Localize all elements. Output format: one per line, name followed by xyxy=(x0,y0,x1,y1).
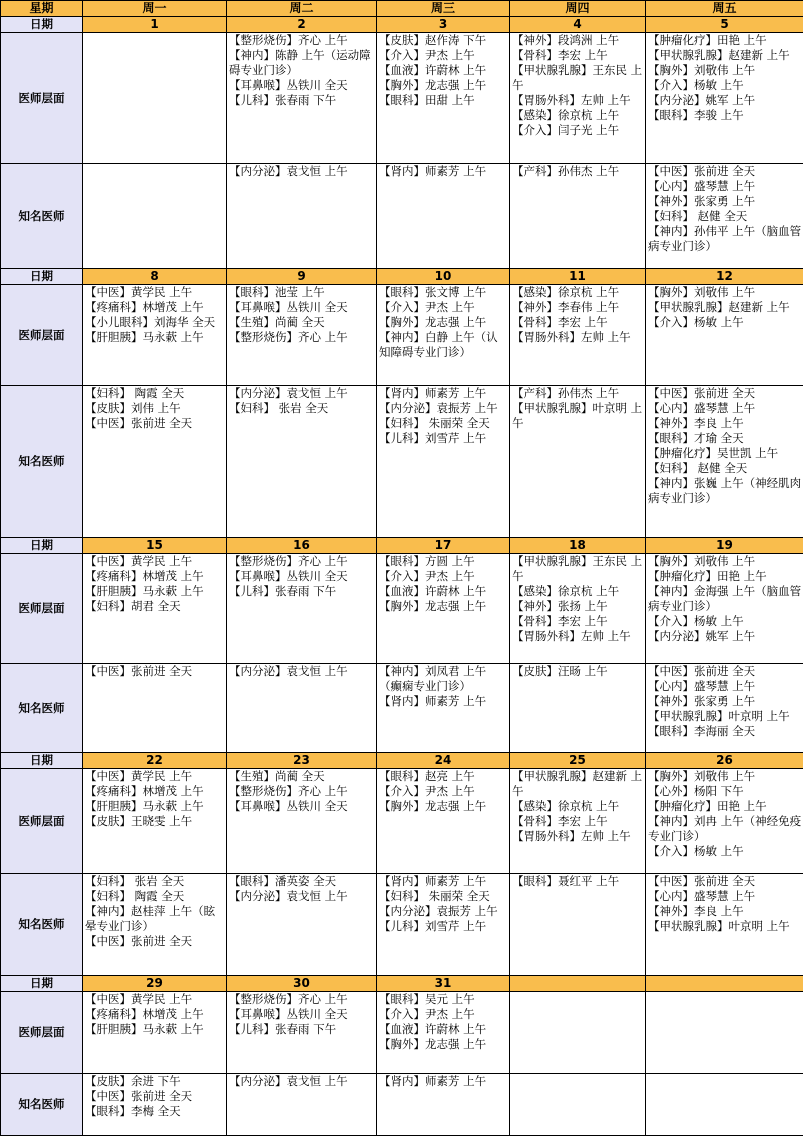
clinic-entry: 【眼科】赵亮 上午 xyxy=(379,769,475,783)
clinic-entry: 【妇科】 赵健 全天 xyxy=(648,461,748,475)
clinic-entry: 【疼痛科】林增茂 上午 xyxy=(85,569,204,583)
famous-physician-row xyxy=(1,386,803,538)
day-number: 18 xyxy=(510,538,646,554)
clinic-entry: 【儿科】刘雪芹 上午 xyxy=(379,919,487,933)
schedule-cell xyxy=(510,664,646,753)
schedule-cell xyxy=(510,33,646,164)
weekday-header: 周二 xyxy=(227,1,377,17)
clinic-entry: 【肝胆胰】马永蔌 上午 xyxy=(85,799,204,813)
schedule-cell xyxy=(227,285,377,386)
clinic-entry: 【胸外】刘敬伟 上午 xyxy=(648,285,756,299)
date-label: 日期 xyxy=(1,538,83,554)
physician-level-label: 医师层面 xyxy=(1,285,83,386)
schedule-cell xyxy=(510,285,646,386)
clinic-entry: 【内分泌】袁戈恒 上午 xyxy=(229,889,348,903)
day-number: 19 xyxy=(646,538,803,554)
date-label: 日期 xyxy=(1,753,83,769)
clinic-entry: 【神外】李春伟 上午 xyxy=(512,300,620,314)
schedule-cell xyxy=(510,386,646,538)
clinic-entry: 【中医】黄学民 上午 xyxy=(85,769,193,783)
clinic-entry: 【肝胆胰】马永蔌 上午 xyxy=(85,330,204,344)
clinic-entry: 【疼痛科】林增茂 上午 xyxy=(85,1007,204,1021)
famous-physician-row xyxy=(1,164,803,269)
clinic-entry: 【中医】张前进 全天 xyxy=(648,164,756,178)
clinic-entry: 【中医】张前进 全天 xyxy=(648,386,756,400)
schedule-cell xyxy=(227,164,377,269)
clinic-entry: 【胃肠外科】左帅 上午 xyxy=(512,330,631,344)
famous-physician-label: 知名医师 xyxy=(1,1074,83,1136)
day-number: 24 xyxy=(377,753,510,769)
schedule-cell xyxy=(646,33,803,164)
clinic-entry: 【甲状腺乳腺】王东民 上午 xyxy=(512,63,643,92)
schedule-cell xyxy=(646,992,803,1074)
clinic-entry: 【甲状腺乳腺】叶京明 上午 xyxy=(512,401,643,430)
clinic-entry: 【肾内】师素芳 上午 xyxy=(379,874,487,888)
date-row xyxy=(1,753,803,769)
day-number: 1 xyxy=(83,17,227,33)
schedule-cell xyxy=(510,769,646,874)
clinic-entry: 【中医】张前进 全天 xyxy=(85,1089,193,1103)
clinic-entry: 【神外】李良 上午 xyxy=(648,904,744,918)
clinic-entry: 【胸外】龙志强 上午 xyxy=(379,599,487,613)
day-number xyxy=(646,976,803,992)
day-number: 2 xyxy=(227,17,377,33)
clinic-entry: 【肿瘤化疗】田艳 上午 xyxy=(648,799,767,813)
clinic-entry: 【神外】张家勇 上午 xyxy=(648,694,756,708)
physician-level-row xyxy=(1,769,803,874)
clinic-entry: 【眼科】方圆 上午 xyxy=(379,554,475,568)
clinic-entry: 【疼痛科】林增茂 上午 xyxy=(85,300,204,314)
clinic-entry: 【肿瘤化疗】田艳 上午 xyxy=(648,33,767,47)
clinic-entry: 【胸外】刘敬伟 上午 xyxy=(648,63,756,77)
clinic-entry: 【内分泌】袁戈恒 上午 xyxy=(229,386,348,400)
clinic-entry: 【中医】黄学民 上午 xyxy=(85,992,193,1006)
schedule-cell xyxy=(646,554,803,664)
clinic-entry: 【眼科】潘英姿 全天 xyxy=(229,874,337,888)
clinic-entry: 【儿科】张春雨 下午 xyxy=(229,584,337,598)
clinic-entry: 【介入】尹杰 上午 xyxy=(379,1007,475,1021)
schedule-cell xyxy=(227,874,377,976)
schedule-cell xyxy=(377,554,510,664)
clinic-entry: 【眼科】才瑜 全天 xyxy=(648,431,744,445)
clinic-entry: 【介入】尹杰 上午 xyxy=(379,784,475,798)
clinic-entry: 【中医】张前进 全天 xyxy=(648,664,756,678)
clinic-entry: 【内分泌】姚军 上午 xyxy=(648,93,756,107)
day-number: 4 xyxy=(510,17,646,33)
schedule-cell xyxy=(377,285,510,386)
weekday-header: 周一 xyxy=(83,1,227,17)
schedule-cell xyxy=(646,1074,803,1136)
schedule-cell xyxy=(83,386,227,538)
famous-physician-row xyxy=(1,1074,803,1136)
clinic-entry: 【甲状腺乳腺】赵建新 上午 xyxy=(512,769,643,798)
clinic-entry: 【肝胆胰】马永蔌 上午 xyxy=(85,584,204,598)
clinic-entry: 【儿科】张春雨 下午 xyxy=(229,93,337,107)
schedule-cell xyxy=(227,386,377,538)
schedule-cell xyxy=(646,769,803,874)
clinic-entry: 【整形烧伤】齐心 上午 xyxy=(229,330,348,344)
schedule-cell xyxy=(510,164,646,269)
date-row xyxy=(1,976,803,992)
corner-label: 星期 xyxy=(1,1,83,17)
clinic-entry: 【神内】张巍 上午（神经肌肉病专业门诊） xyxy=(648,476,802,505)
clinic-entry: 【血液】许蔚林 上午 xyxy=(379,63,487,77)
clinic-entry: 【血液】许蔚林 上午 xyxy=(379,584,487,598)
physician-level-row xyxy=(1,992,803,1074)
schedule-cell xyxy=(646,664,803,753)
clinic-entry: 【肝胆胰】马永蔌 上午 xyxy=(85,1022,204,1036)
clinic-entry: 【介入】杨敏 上午 xyxy=(648,315,744,329)
clinic-entry: 【神内】金海强 上午（脑血管病专业门诊） xyxy=(648,584,802,613)
day-number: 15 xyxy=(83,538,227,554)
clinic-entry: 【耳鼻喉】丛铁川 全天 xyxy=(229,1007,348,1021)
clinic-entry: 【耳鼻喉】丛铁川 全天 xyxy=(229,300,348,314)
schedule-body xyxy=(1,1,803,1136)
clinic-entry: 【介入】杨敏 上午 xyxy=(648,78,744,92)
clinic-entry: 【心内】盛琴慧 上午 xyxy=(648,179,756,193)
clinic-entry: 【生殖】尚蔺 全天 xyxy=(229,315,325,329)
day-number: 12 xyxy=(646,269,803,285)
schedule-cell xyxy=(510,1074,646,1136)
clinic-entry: 【皮肤】刘伟 上午 xyxy=(85,401,181,415)
clinic-entry: 【妇科】胡君 全天 xyxy=(85,599,181,613)
physician-level-row xyxy=(1,554,803,664)
clinic-entry: 【中医】张前进 全天 xyxy=(85,664,193,678)
clinic-entry: 【眼科】田甜 上午 xyxy=(379,93,475,107)
day-number: 31 xyxy=(377,976,510,992)
schedule-cell xyxy=(83,769,227,874)
clinic-entry: 【妇科】 朱丽荣 全天 xyxy=(379,889,490,903)
clinic-entry: 【中医】黄学民 上午 xyxy=(85,554,193,568)
clinic-entry: 【血液】许蔚林 上午 xyxy=(379,1022,487,1036)
clinic-entry: 【儿科】张春雨 下午 xyxy=(229,1022,337,1036)
clinic-entry: 【整形烧伤】齐心 上午 xyxy=(229,784,348,798)
schedule-cell xyxy=(510,874,646,976)
clinic-entry: 【内分泌】袁振芳 上午 xyxy=(379,904,498,918)
clinic-entry: 【内分泌】袁戈恒 上午 xyxy=(229,164,348,178)
clinic-entry: 【中医】张前进 全天 xyxy=(85,934,193,948)
clinic-entry: 【内分泌】袁戈恒 上午 xyxy=(229,664,348,678)
day-number: 23 xyxy=(227,753,377,769)
clinic-entry: 【肾内】师素芳 上午 xyxy=(379,1074,487,1088)
clinic-entry: 【骨科】李宏 上午 xyxy=(512,614,608,628)
weekday-header: 周四 xyxy=(510,1,646,17)
physician-level-row xyxy=(1,285,803,386)
day-number: 26 xyxy=(646,753,803,769)
day-number: 30 xyxy=(227,976,377,992)
day-number: 8 xyxy=(83,269,227,285)
clinic-entry: 【神内】陈静 上午（运动障碍专业门诊） xyxy=(229,48,371,77)
schedule-cell xyxy=(83,874,227,976)
clinic-entry: 【胃肠外科】左帅 上午 xyxy=(512,829,631,843)
date-label: 日期 xyxy=(1,17,83,33)
famous-physician-row xyxy=(1,664,803,753)
clinic-entry: 【神外】张家勇 上午 xyxy=(648,194,756,208)
clinic-entry: 【甲状腺乳腺】赵建新 上午 xyxy=(648,300,790,314)
schedule-cell xyxy=(377,992,510,1074)
weekday-header: 周五 xyxy=(646,1,803,17)
clinic-entry: 【神内】孙伟平 上午（脑血管病专业门诊） xyxy=(648,224,802,253)
clinic-entry: 【内分泌】袁戈恒 上午 xyxy=(229,1074,348,1088)
clinic-entry: 【疼痛科】林增茂 上午 xyxy=(85,784,204,798)
schedule-cell xyxy=(646,164,803,269)
date-row xyxy=(1,269,803,285)
clinic-entry: 【骨科】李宏 上午 xyxy=(512,315,608,329)
clinic-entry: 【介入】尹杰 上午 xyxy=(379,48,475,62)
clinic-entry: 【皮肤】余进 下午 xyxy=(85,1074,181,1088)
clinic-entry: 【神内】赵桂萍 上午（眩晕专业门诊） xyxy=(85,904,216,933)
clinic-entry: 【感染】徐京杭 上午 xyxy=(512,108,620,122)
clinic-entry: 【中医】黄学民 上午 xyxy=(85,285,193,299)
schedule-cell xyxy=(227,769,377,874)
clinic-entry: 【妇科】 陶霞 全天 xyxy=(85,386,185,400)
clinic-entry: 【甲状腺乳腺】叶京明 上午 xyxy=(648,919,790,933)
schedule-cell xyxy=(377,874,510,976)
schedule-cell xyxy=(83,164,227,269)
schedule-cell xyxy=(510,554,646,664)
schedule-cell xyxy=(646,874,803,976)
clinic-entry: 【眼科】张文博 上午 xyxy=(379,285,487,299)
schedule-cell xyxy=(83,992,227,1074)
day-number: 11 xyxy=(510,269,646,285)
date-row xyxy=(1,17,803,33)
day-number: 25 xyxy=(510,753,646,769)
clinic-entry: 【皮肤】汪旸 上午 xyxy=(512,664,608,678)
day-number: 16 xyxy=(227,538,377,554)
clinic-entry: 【产科】孙伟杰 上午 xyxy=(512,386,620,400)
schedule-cell xyxy=(646,285,803,386)
clinic-entry: 【感染】徐京杭 上午 xyxy=(512,285,620,299)
clinic-entry: 【胸外】刘敬伟 上午 xyxy=(648,769,756,783)
clinic-entry: 【心外】杨阳 下午 xyxy=(648,784,744,798)
clinic-entry: 【妇科】 陶霞 全天 xyxy=(85,889,185,903)
day-number: 17 xyxy=(377,538,510,554)
clinic-entry: 【眼科】吴元 上午 xyxy=(379,992,475,1006)
physician-level-label: 医师层面 xyxy=(1,33,83,164)
schedule-cell xyxy=(83,285,227,386)
weekday-header: 周三 xyxy=(377,1,510,17)
day-number: 9 xyxy=(227,269,377,285)
date-label: 日期 xyxy=(1,269,83,285)
clinic-entry: 【介入】尹杰 上午 xyxy=(379,569,475,583)
clinic-entry: 【骨科】李宏 上午 xyxy=(512,48,608,62)
clinic-entry: 【眼科】池莹 上午 xyxy=(229,285,325,299)
clinic-entry: 【介入】闫子光 上午 xyxy=(512,123,620,137)
physician-level-label: 医师层面 xyxy=(1,769,83,874)
clinic-entry: 【耳鼻喉】丛铁川 全天 xyxy=(229,799,348,813)
clinic-entry: 【神内】刘凤君 上午（癫痫专业门诊） xyxy=(379,664,487,693)
clinic-entry: 【神内】刘冉 上午（神经免疫专业门诊） xyxy=(648,814,802,843)
clinic-entry: 【整形烧伤】齐心 上午 xyxy=(229,554,348,568)
clinic-entry: 【骨科】李宏 上午 xyxy=(512,814,608,828)
schedule-cell xyxy=(377,164,510,269)
clinic-entry: 【内分泌】姚军 上午 xyxy=(648,629,756,643)
physician-level-label: 医师层面 xyxy=(1,992,83,1074)
schedule-cell xyxy=(510,992,646,1074)
famous-physician-row xyxy=(1,874,803,976)
clinic-entry: 【眼科】李骏 上午 xyxy=(648,108,744,122)
day-number: 3 xyxy=(377,17,510,33)
day-number: 5 xyxy=(646,17,803,33)
day-number: 29 xyxy=(83,976,227,992)
clinic-entry: 【感染】徐京杭 上午 xyxy=(512,799,620,813)
clinic-entry: 【眼科】聂红平 上午 xyxy=(512,874,620,888)
clinic-entry: 【肾内】师素芳 上午 xyxy=(379,694,487,708)
famous-physician-label: 知名医师 xyxy=(1,386,83,538)
schedule-cell xyxy=(227,33,377,164)
clinic-entry: 【心内】盛琴慧 上午 xyxy=(648,401,756,415)
clinic-entry: 【心内】盛琴慧 上午 xyxy=(648,889,756,903)
day-number: 10 xyxy=(377,269,510,285)
clinic-entry: 【神内】白静 上午（认知障碍专业门诊） xyxy=(379,330,498,359)
famous-physician-label: 知名医师 xyxy=(1,874,83,976)
schedule-cell xyxy=(83,1074,227,1136)
clinic-entry: 【介入】杨敏 上午 xyxy=(648,844,744,858)
clinic-entry: 【神外】张扬 上午 xyxy=(512,599,608,613)
date-label: 日期 xyxy=(1,976,83,992)
clinic-entry: 【心内】盛琴慧 上午 xyxy=(648,679,756,693)
schedule-cell xyxy=(646,386,803,538)
physician-level-row xyxy=(1,33,803,164)
clinic-entry: 【感染】徐京杭 上午 xyxy=(512,584,620,598)
clinic-entry: 【介入】尹杰 上午 xyxy=(379,300,475,314)
weekday-header-row xyxy=(1,1,803,17)
clinic-entry: 【内分泌】袁振芳 上午 xyxy=(379,401,498,415)
famous-physician-label: 知名医师 xyxy=(1,664,83,753)
clinic-entry: 【胃肠外科】左帅 上午 xyxy=(512,629,631,643)
clinic-entry: 【胸外】龙志强 上午 xyxy=(379,315,487,329)
clinic-entry: 【肿瘤化疗】田艳 上午 xyxy=(648,569,767,583)
clinic-entry: 【甲状腺乳腺】叶京明 上午 xyxy=(648,709,790,723)
clinic-entry: 【肿瘤化疗】吴世凯 上午 xyxy=(648,446,779,460)
clinic-entry: 【胃肠外科】左帅 上午 xyxy=(512,93,631,107)
schedule-cell xyxy=(83,664,227,753)
clinic-entry: 【甲状腺乳腺】赵建新 上午 xyxy=(648,48,790,62)
clinic-entry: 【胸外】刘敬伟 上午 xyxy=(648,554,756,568)
clinic-entry: 【小儿眼科】刘海华 全天 xyxy=(85,315,216,329)
schedule-cell xyxy=(227,992,377,1074)
clinic-entry: 【妇科】 张岩 全天 xyxy=(229,401,329,415)
schedule-cell xyxy=(227,554,377,664)
clinic-entry: 【神外】李良 上午 xyxy=(648,416,744,430)
famous-physician-label: 知名医师 xyxy=(1,164,83,269)
day-number: 22 xyxy=(83,753,227,769)
clinic-entry: 【耳鼻喉】丛铁川 全天 xyxy=(229,78,348,92)
clinic-entry: 【眼科】李梅 全天 xyxy=(85,1104,181,1118)
schedule-cell xyxy=(83,33,227,164)
schedule-cell xyxy=(83,554,227,664)
clinic-entry: 【整形烧伤】齐心 上午 xyxy=(229,33,348,47)
day-number xyxy=(510,976,646,992)
schedule-cell xyxy=(377,769,510,874)
physician-level-label: 医师层面 xyxy=(1,554,83,664)
clinic-entry: 【中医】张前进 全天 xyxy=(85,416,193,430)
schedule-cell xyxy=(377,33,510,164)
clinic-entry: 【神外】段鸿洲 上午 xyxy=(512,33,620,47)
clinic-entry: 【甲状腺乳腺】王东民 上午 xyxy=(512,554,643,583)
date-row xyxy=(1,538,803,554)
schedule-cell xyxy=(227,664,377,753)
clinic-entry: 【产科】孙伟杰 上午 xyxy=(512,164,620,178)
clinic-entry: 【生殖】尚蔺 全天 xyxy=(229,769,325,783)
clinic-entry: 【耳鼻喉】丛铁川 全天 xyxy=(229,569,348,583)
clinic-entry: 【皮肤】赵作涛 下午 xyxy=(379,33,487,47)
clinic-entry: 【中医】张前进 全天 xyxy=(648,874,756,888)
clinic-entry: 【整形烧伤】齐心 上午 xyxy=(229,992,348,1006)
clinic-entry: 【肾内】师素芳 上午 xyxy=(379,164,487,178)
schedule-cell xyxy=(377,664,510,753)
clinic-entry: 【肾内】师素芳 上午 xyxy=(379,386,487,400)
clinic-entry: 【胸外】龙志强 上午 xyxy=(379,78,487,92)
clinic-entry: 【眼科】李海丽 全天 xyxy=(648,724,756,738)
schedule-cell xyxy=(377,1074,510,1136)
clinic-entry: 【儿科】刘雪芹 上午 xyxy=(379,431,487,445)
clinic-entry: 【妇科】 张岩 全天 xyxy=(85,874,185,888)
clinic-entry: 【介入】杨敏 上午 xyxy=(648,614,744,628)
clinic-entry: 【胸外】龙志强 上午 xyxy=(379,799,487,813)
clinic-entry: 【胸外】龙志强 上午 xyxy=(379,1037,487,1051)
clinic-entry: 【皮肤】王晓雯 上午 xyxy=(85,814,193,828)
schedule-cell xyxy=(377,386,510,538)
clinic-entry: 【妇科】 朱丽荣 全天 xyxy=(379,416,490,430)
clinic-entry: 【妇科】 赵健 全天 xyxy=(648,209,748,223)
schedule-cell xyxy=(227,1074,377,1136)
